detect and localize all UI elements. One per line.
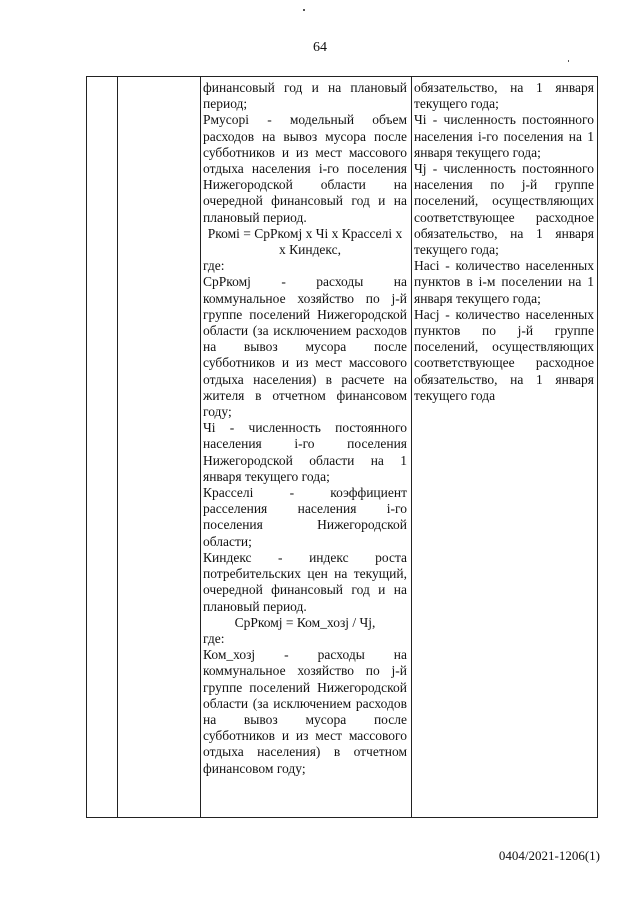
text-paragraph: Рмусорі - модельный объем расходов на вывоз мусора после субботников и из мест массового отдыха населения і-го поселения Нижегородской области на очередной финансовый год и на плановый период. [203, 112, 407, 225]
text-paragraph: где: [203, 258, 225, 274]
text-paragraph: Чі - численность постоянного населения і-го поселения Нижегородской области на 1 января текущего года; [203, 420, 407, 484]
table-border-right [597, 77, 598, 817]
text-paragraph: Чі - численность постоянного населения і-го поселения на 1 января текущего года; [414, 112, 594, 160]
text-paragraph: СрРкомj - расходы на коммунальное хозяйство по j-й группе поселений Нижегородской области (за исключением расходов на вывоз мусора после субботников и из мест массового отдыха населения) в расчете на жителя в отчетном финансовом году; [203, 274, 407, 420]
text-paragraph: Чj - численность постоянного населения по j-й группе поселений, осуществляющих соответствующее расходное обязательство, на 1 января текущего года; [414, 161, 594, 258]
formula-continuation: х Киндекс, [278, 242, 342, 258]
text-paragraph: Насі - количество населенных пунктов в і-м поселении на 1 января текущего года; [414, 258, 594, 306]
document-table [86, 76, 598, 818]
formula: СрРкомj = Ком_хозj / Чj, [234, 614, 376, 630]
text-paragraph: финансовый год и на плановый период; [203, 80, 407, 112]
table-border-left [86, 77, 87, 817]
text-paragraph: где: [203, 630, 225, 646]
page-number: 64 [313, 40, 327, 55]
text-paragraph: обязательство, на 1 января текущего года; [414, 80, 594, 112]
table-column-divider-1 [117, 77, 118, 817]
scan-speck [568, 60, 569, 62]
scan-speck [303, 9, 305, 11]
document-code: 0404/2021-1206(1) [498, 848, 600, 863]
text-paragraph: Ком_хозj - расходы на коммунальное хозяйство по j-й группе поселений Нижегородской области (за исключением расходов на вывоз мусора после субботников и из мест массового отдыха населения) в отчетном финансовом году; [203, 647, 407, 776]
formula-column [203, 80, 407, 777]
text-paragraph: Красселі - коэффициент расселения населения і-го поселения Нижегородской области; [203, 485, 407, 549]
description-column [414, 80, 594, 404]
text-paragraph: Насj - количество населенных пунктов по j-й группе поселений, осуществляющих соответствующее расходное обязательство, на 1 января текущего года [414, 306, 594, 403]
text-paragraph: Киндекс - индекс роста потребительских цен на текущий, очередной финансовый год и на плановый период. [203, 549, 407, 614]
formula: Ркомі = СрРкомj х Чі х Красселі х [207, 225, 403, 241]
table-column-divider-3 [411, 77, 412, 817]
table-column-divider-2 [200, 77, 201, 817]
